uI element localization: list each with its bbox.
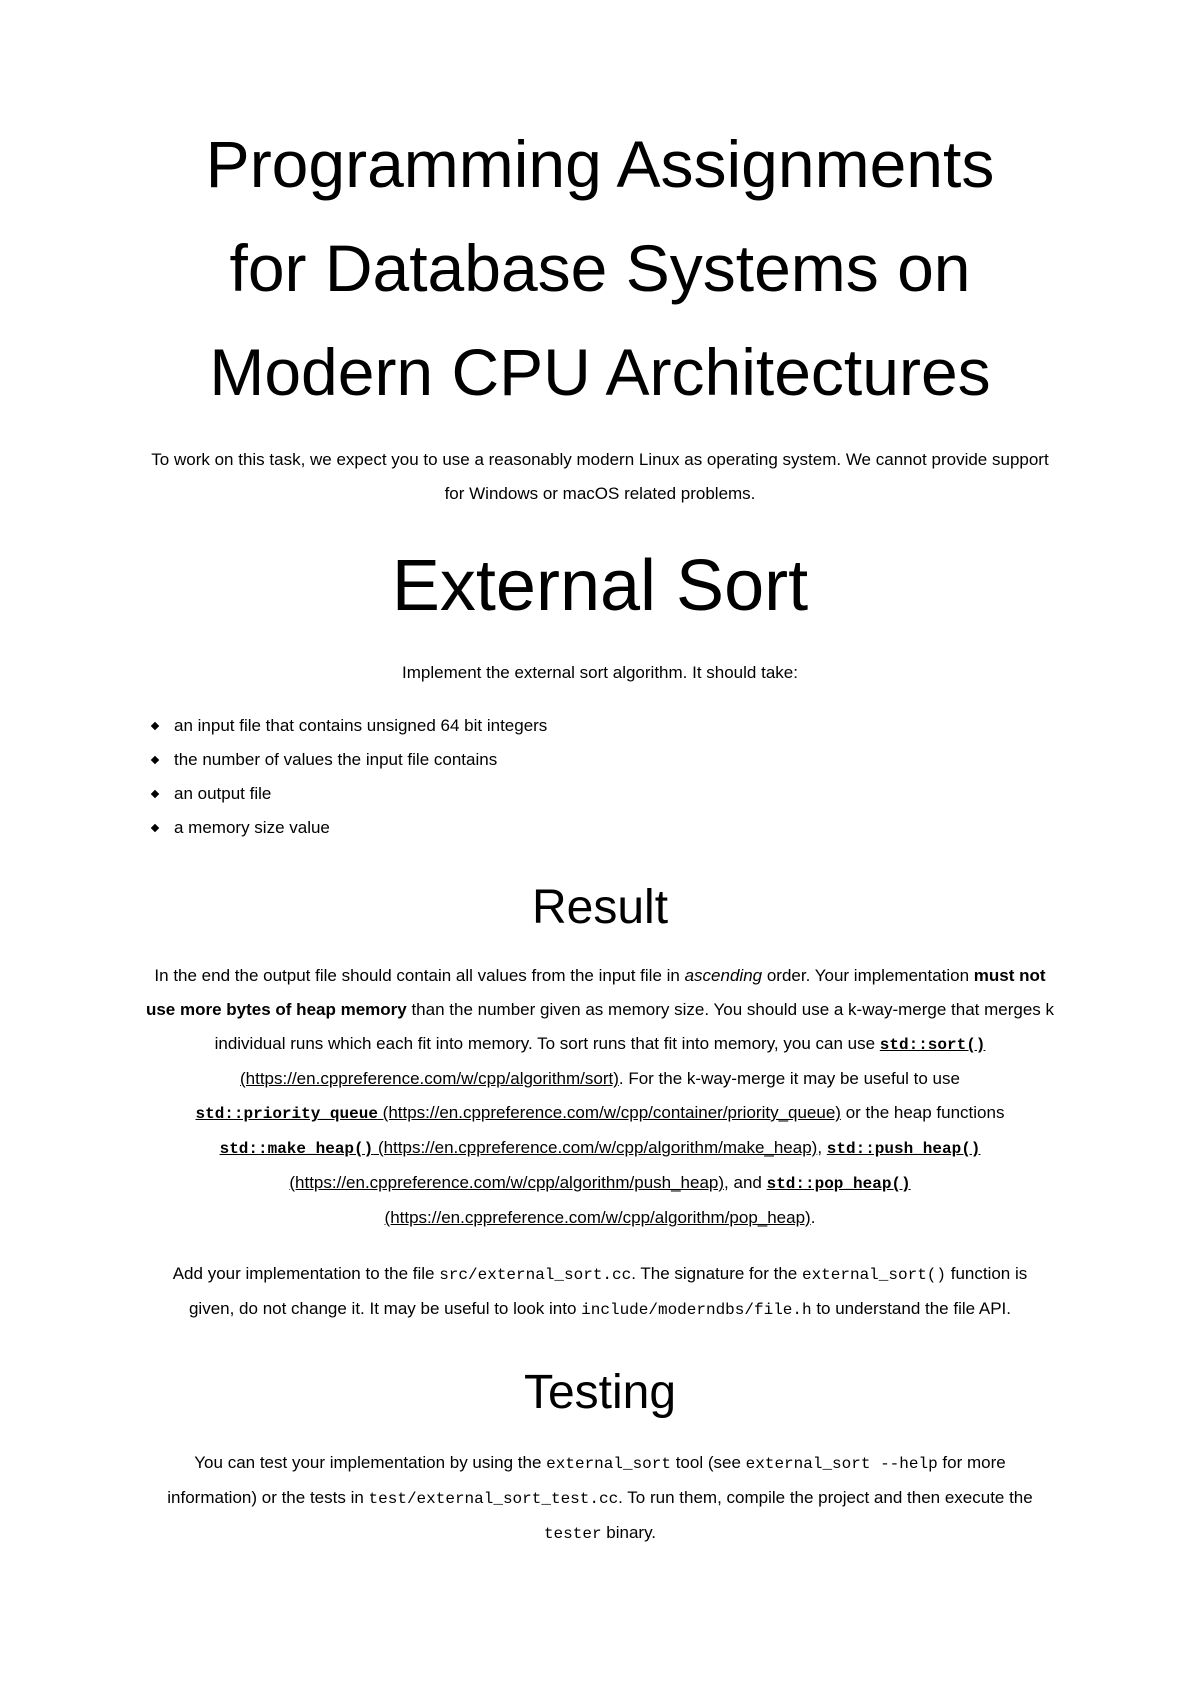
- input-list: [152, 709, 547, 845]
- impl-text: . The signature for the: [631, 1264, 802, 1283]
- testing-text: tool (see: [670, 1453, 746, 1472]
- impl-text: Add your implementation to the file: [172, 1264, 440, 1283]
- testing-paragraph: [100, 1446, 1100, 1551]
- pop-heap-link[interactable]: [767, 1173, 911, 1192]
- tool-name: external_sort: [546, 1455, 671, 1473]
- list-item: a memory size value: [152, 811, 547, 845]
- std-sort-link[interactable]: [880, 1034, 986, 1053]
- intro-line-1: To work on this task, we expect you to use a reasonably modern Linux as operating system. We cannot provide support: [151, 450, 1049, 469]
- result-text: or the heap functions: [840, 1103, 1005, 1122]
- testing-text: . To run them, compile the project and then execute the: [618, 1488, 1033, 1507]
- implementation-paragraph: [100, 1257, 1100, 1327]
- testing-heading: Testing: [523, 1366, 677, 1419]
- result-text: than the number given as memory size. You should use a k-way-merge that merges k: [406, 1000, 1055, 1019]
- test-file-path: test/external_sort_test.cc: [368, 1490, 619, 1508]
- source-file-path: src/external_sort.cc: [439, 1266, 632, 1284]
- impl-text: function is: [946, 1264, 1028, 1283]
- testing-text: You can test your implementation by using the: [194, 1453, 547, 1472]
- push-heap-url-link[interactable]: (https://en.cppreference.com/w/cpp/algorithm/push_heap): [289, 1173, 725, 1192]
- make-heap-code: std::make_heap(): [219, 1140, 374, 1158]
- page-title-line-2: for Database Systems on: [229, 231, 971, 305]
- page-title: [0, 112, 1200, 424]
- result-heading: Result: [531, 881, 669, 934]
- result-text: order. Your implementation: [762, 966, 974, 985]
- pop-heap-url-link[interactable]: (https://en.cppreference.com/w/cpp/algorithm/pop_heap): [384, 1208, 811, 1227]
- testing-text: information) or the tests in: [167, 1488, 369, 1507]
- external-sort-heading: External Sort: [391, 546, 809, 626]
- make-heap-url: (https://en.cppreference.com/w/cpp/algorithm/make_heap): [373, 1138, 818, 1157]
- page-title-line-3: Modern CPU Architectures: [209, 335, 991, 409]
- std-sort-url-link[interactable]: (https://en.cppreference.com/w/cpp/algorithm/sort): [240, 1069, 619, 1088]
- intro-paragraph: [0, 443, 1200, 511]
- pop-heap-code: std::pop_heap(): [766, 1175, 911, 1193]
- result-paragraph: [100, 959, 1100, 1235]
- push-heap-link[interactable]: [827, 1138, 981, 1157]
- list-item: an input file that contains unsigned 64 bit integers: [152, 709, 547, 743]
- testing-text: for more: [937, 1453, 1006, 1472]
- list-item: an output file: [152, 777, 547, 811]
- help-command: external_sort --help: [745, 1455, 938, 1473]
- impl-text: to understand the file API.: [811, 1299, 1012, 1318]
- std-sort-code: std::sort(): [879, 1036, 986, 1054]
- tester-binary: tester: [543, 1525, 602, 1543]
- header-file-path: include/moderndbs/file.h: [581, 1301, 812, 1319]
- intro-line-2: for Windows or macOS related problems.: [444, 484, 756, 503]
- priority-queue-link[interactable]: [196, 1103, 841, 1122]
- page-title-line-1: Programming Assignments: [205, 127, 995, 201]
- heap-memory-emphasis: use more bytes of heap memory: [145, 1000, 407, 1019]
- result-text: , and: [724, 1173, 767, 1192]
- external-sort-lead: Implement the external sort algorithm. It should take:: [402, 663, 798, 682]
- ascending-emphasis: ascending: [684, 966, 763, 985]
- list-item: the number of values the input file contains: [152, 743, 547, 777]
- priority-queue-url: (https://en.cppreference.com/w/cpp/container/priority_queue): [377, 1103, 841, 1122]
- result-text: individual runs which each fit into memory. To sort runs that fit into memory, you can use: [214, 1034, 880, 1053]
- push-heap-code: std::push_heap(): [826, 1140, 981, 1158]
- priority-queue-code: std::priority_queue: [195, 1105, 378, 1123]
- testing-text: binary.: [601, 1523, 657, 1542]
- result-text: ,: [817, 1138, 827, 1157]
- result-text: In the end the output file should contain all values from the input file in: [154, 966, 685, 985]
- impl-text: given, do not change it. It may be useful to look into: [188, 1299, 582, 1318]
- must-not-emphasis: must not: [973, 966, 1046, 985]
- result-text: . For the k-way-merge it may be useful to use: [618, 1069, 960, 1088]
- result-text: .: [810, 1208, 816, 1227]
- function-name: external_sort(): [801, 1266, 946, 1284]
- make-heap-link[interactable]: [220, 1138, 818, 1157]
